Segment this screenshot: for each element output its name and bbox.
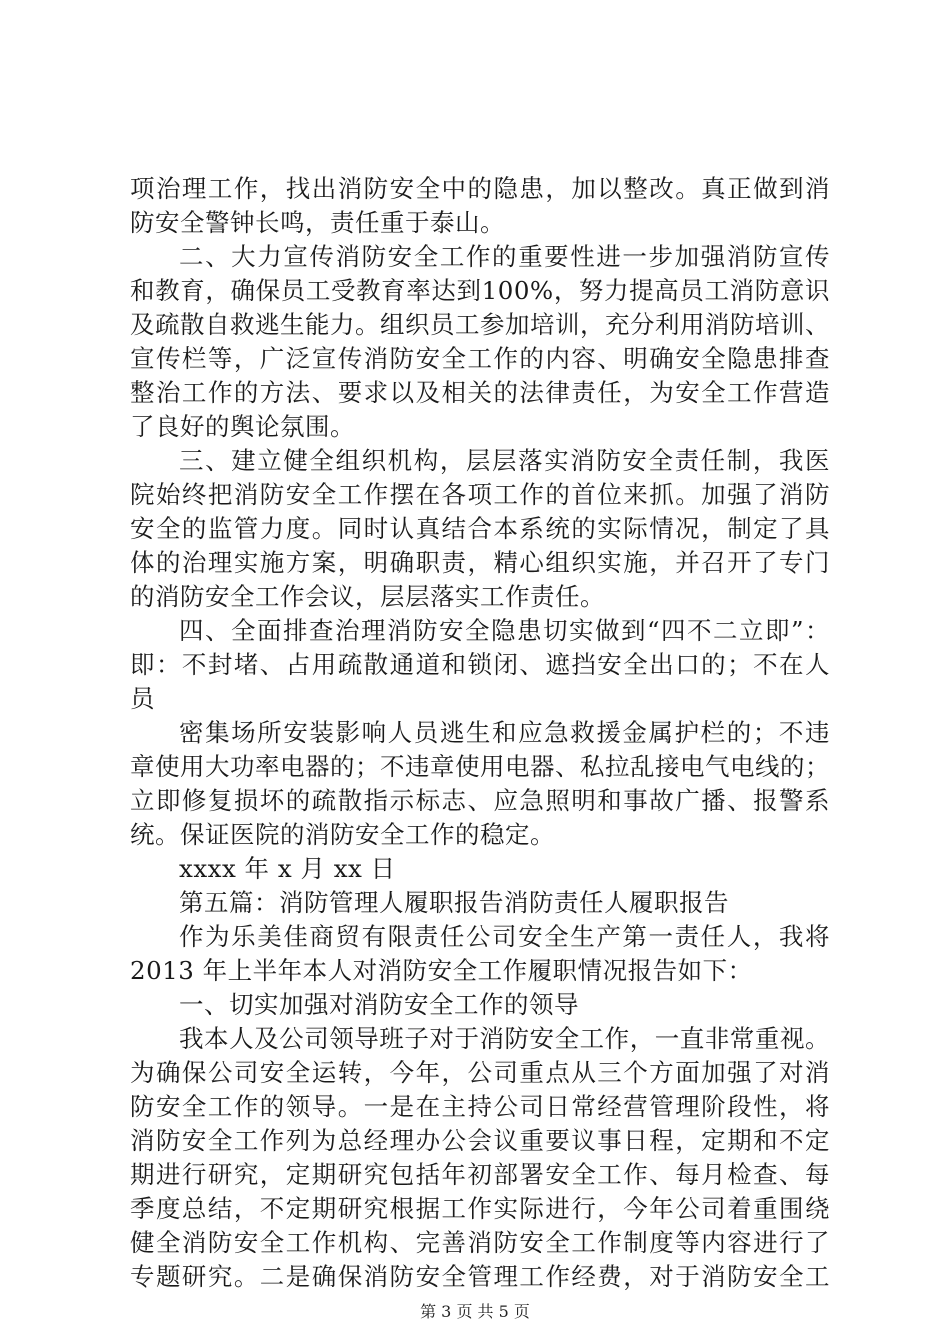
text-line: 即：不封堵、占用疏散通道和锁闭、遮挡安全出口的；不在人 bbox=[130, 650, 830, 679]
text-line: 作为乐美佳商贸有限责任公司安全生产第一责任人，我将 bbox=[179, 922, 830, 951]
text-line: 了良好的舆论氛围。 bbox=[130, 412, 355, 441]
text-line: 密集场所安装影响人员逃生和应急救援金属护栏的；不违 bbox=[179, 718, 830, 747]
text-line: 和教育，确保员工受教育率达到100%，努力提高员工消防意识 bbox=[130, 276, 830, 305]
text-line: 季度总结，不定期研究根据工作实际进行，今年公司着重围绕 bbox=[130, 1194, 830, 1223]
text-line: 为确保公司安全运转，今年，公司重点从三个方面加强了对消 bbox=[130, 1058, 830, 1087]
text-line: 项治理工作，找出消防安全中的隐患，加以整改。真正做到消 bbox=[130, 174, 830, 203]
text-line: 2013 年上半年本人对消防安全工作履职情况报告如下： bbox=[130, 956, 753, 985]
text-line: 宣传栏等，广泛宣传消防安全工作的内容、明确安全隐患排查 bbox=[130, 344, 830, 373]
text-line: 的消防安全工作会议，层层落实工作责任。 bbox=[130, 582, 605, 611]
text-line: 防安全工作的领导。一是在主持公司日常经营管理阶段性，将 bbox=[130, 1092, 830, 1121]
text-line: 员 bbox=[130, 684, 155, 713]
page-footer: 第 3 页 共 5 页 bbox=[420, 1302, 530, 1321]
text-line: 四、全面排查治理消防安全隐患切实做到“四不二立即”： bbox=[179, 616, 830, 645]
text-line: 防安全警钟长鸣，责任重于泰山。 bbox=[130, 208, 505, 237]
text-line: 三、建立健全组织机构，层层落实消防安全责任制，我医 bbox=[179, 446, 830, 475]
subsection-heading: 一、切实加强对消防安全工作的领导 bbox=[179, 990, 579, 1019]
section-heading: 第五篇：消防管理人履职报告消防责任人履职报告 bbox=[179, 888, 729, 917]
text-line: 消防安全工作列为总经理办公会议重要议事日程，定期和不定 bbox=[130, 1126, 830, 1155]
text-line: 安全的监管力度。同时认真结合本系统的实际情况，制定了具 bbox=[130, 514, 830, 543]
text-line: 章使用大功率电器的；不违章使用电器、私拉乱接电气电线的； bbox=[130, 752, 830, 781]
text-line: 统。保证医院的消防安全工作的稳定。 bbox=[130, 820, 555, 849]
text-line: 整治工作的方法、要求以及相关的法律责任，为安全工作营造 bbox=[130, 378, 830, 407]
text-line: 我本人及公司领导班子对于消防安全工作，一直非常重视。 bbox=[179, 1024, 830, 1053]
text-line: 期进行研究，定期研究包括年初部署安全工作、每月检查、每 bbox=[130, 1160, 830, 1189]
text-line: 院始终把消防安全工作摆在各项工作的首位来抓。加强了消防 bbox=[130, 480, 830, 509]
text-line: 及疏散自救逃生能力。组织员工参加培训，充分利用消防培训、 bbox=[130, 310, 830, 339]
text-line: 二、大力宣传消防安全工作的重要性进一步加强消防宣传 bbox=[179, 242, 830, 271]
text-line: 专题研究。二是确保消防安全管理工作经费，对于消防安全工 bbox=[130, 1262, 830, 1291]
text-line: 立即修复损坏的疏散指示标志、应急照明和事故广播、报警系 bbox=[130, 786, 830, 815]
date-line: xxxx 年 x 月 xx 日 bbox=[179, 854, 396, 883]
text-line: 体的治理实施方案，明确职责，精心组织实施，并召开了专门 bbox=[130, 548, 830, 577]
text-line: 健全消防安全工作机构、完善消防安全工作制度等内容进行了 bbox=[130, 1228, 830, 1257]
